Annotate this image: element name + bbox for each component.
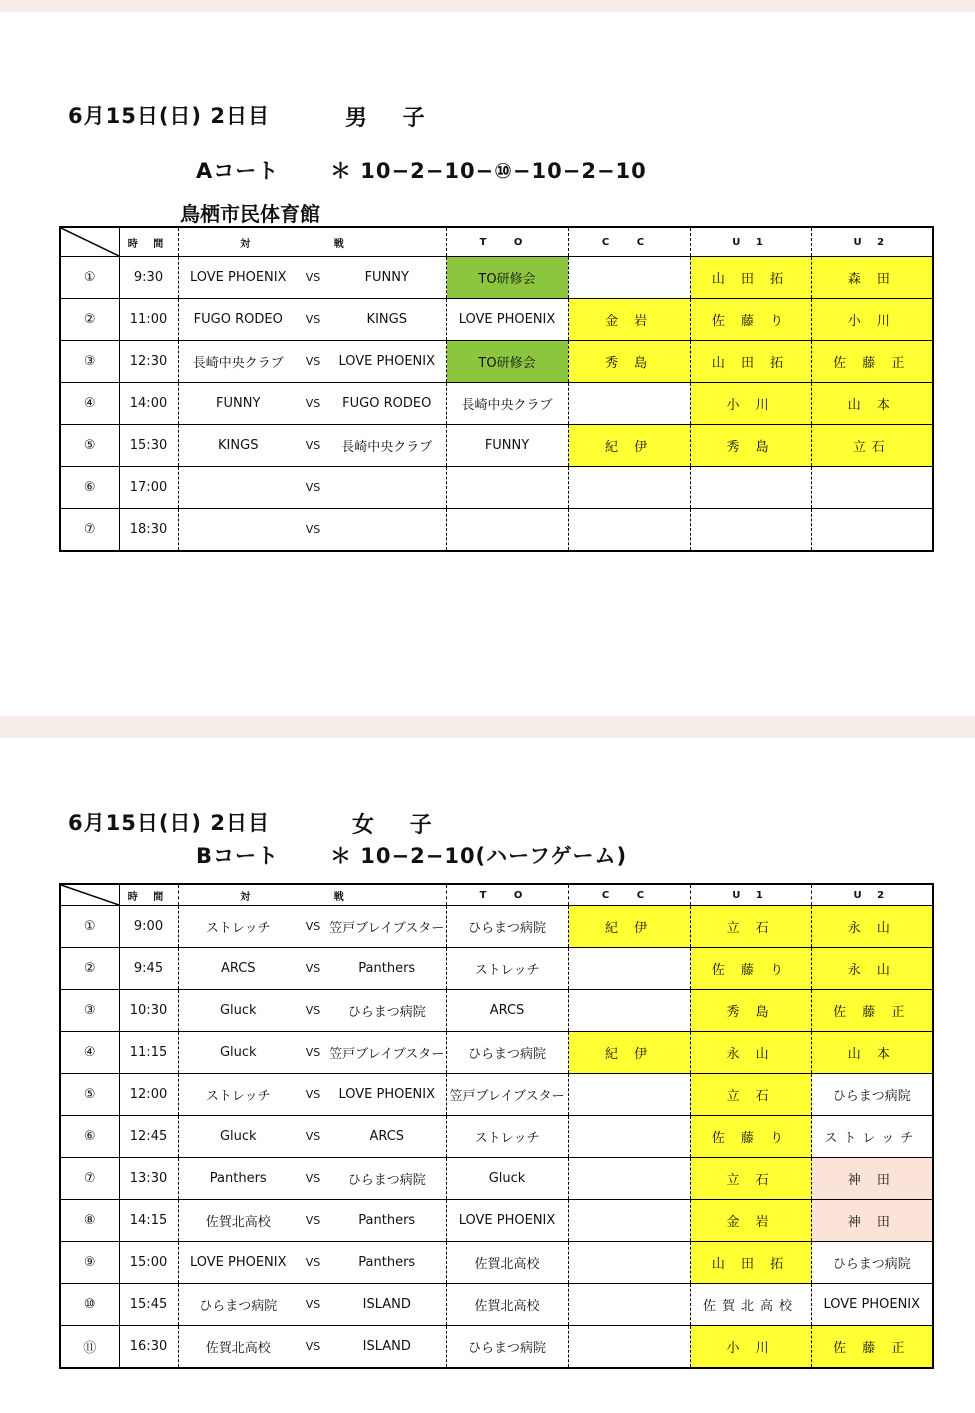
match-time: 15:30 — [119, 425, 178, 467]
vs-label: VS — [298, 1032, 328, 1074]
umpire-2: 神 田 — [811, 1200, 933, 1242]
away-team: ISLAND — [328, 1326, 446, 1368]
match-number: ⑦ — [60, 1158, 119, 1200]
umpire-1: 佐 藤 り — [690, 948, 811, 990]
crew-chief — [568, 257, 690, 299]
umpire-2: 佐 藤 正 — [811, 990, 933, 1032]
match-number: ⑧ — [60, 1200, 119, 1242]
section1-court: Aコート — [196, 159, 280, 183]
match-time: 16:30 — [119, 1326, 178, 1368]
umpire-2 — [811, 467, 933, 509]
table-row — [60, 341, 933, 383]
umpire-2 — [811, 509, 933, 551]
away-team: FUNNY — [328, 257, 446, 299]
away-team: Panthers — [328, 1200, 446, 1242]
crew-chief — [568, 948, 690, 990]
table-row — [60, 467, 933, 509]
table-row — [60, 257, 933, 299]
table-official: ARCS — [446, 990, 568, 1032]
away-team: 笠戸ブレイブスター — [328, 1032, 446, 1074]
away-team: FUGO RODEO — [328, 383, 446, 425]
schedule-table-girls — [59, 883, 934, 1369]
table-row — [60, 1116, 933, 1158]
table-official: TO研修会 — [446, 341, 568, 383]
match-time: 12:00 — [119, 1074, 178, 1116]
table-official: Gluck — [446, 1158, 568, 1200]
vs-label: VS — [298, 1242, 328, 1284]
umpire-1: 山 田 拓 — [690, 257, 811, 299]
home-team: FUNNY — [178, 383, 298, 425]
match-number: ⑤ — [60, 425, 119, 467]
home-team: Panthers — [178, 1158, 298, 1200]
vs-label: VS — [298, 299, 328, 341]
table-official: FUNNY — [446, 425, 568, 467]
header-match: 対 戦 — [178, 227, 446, 257]
header-match: 対 戦 — [178, 884, 446, 906]
umpire-2: 山 本 — [811, 383, 933, 425]
crew-chief — [568, 383, 690, 425]
umpire-1: 金 岩 — [690, 1200, 811, 1242]
table-official: LOVE PHOENIX — [446, 1200, 568, 1242]
home-team: ひらまつ病院 — [178, 1284, 298, 1326]
vs-label: VS — [298, 341, 328, 383]
home-team: ストレッチ — [178, 906, 298, 948]
corner-cell — [60, 884, 119, 906]
header-cc: C C — [568, 884, 690, 906]
vs-label: VS — [298, 1200, 328, 1242]
table-official: ひらまつ病院 — [446, 1032, 568, 1074]
header-u2: U 2 — [811, 227, 933, 257]
table-official: ストレッチ — [446, 948, 568, 990]
section2-date: 6月15日(日) 2日目 — [68, 811, 270, 835]
section1-gender: 男 子 — [345, 106, 439, 131]
match-number: ⑪ — [60, 1326, 119, 1368]
match-time: 15:00 — [119, 1242, 178, 1284]
vs-label: VS — [298, 1326, 328, 1368]
umpire-2: 佐 藤 正 — [811, 1326, 933, 1368]
home-team: Gluck — [178, 1032, 298, 1074]
header-u2: U 2 — [811, 884, 933, 906]
away-team — [328, 509, 446, 551]
home-team — [178, 509, 298, 551]
table-official — [446, 509, 568, 551]
header-time: 時 間 — [119, 884, 178, 906]
crew-chief — [568, 1200, 690, 1242]
home-team: 佐賀北高校 — [178, 1200, 298, 1242]
crew-chief — [568, 1074, 690, 1116]
match-time: 11:15 — [119, 1032, 178, 1074]
umpire-2: 立石 — [811, 425, 933, 467]
vs-label: VS — [298, 257, 328, 299]
match-time: 12:30 — [119, 341, 178, 383]
match-number: ① — [60, 257, 119, 299]
crew-chief — [568, 509, 690, 551]
vs-label: VS — [298, 1116, 328, 1158]
table-row — [60, 1242, 933, 1284]
match-time: 14:00 — [119, 383, 178, 425]
away-team: LOVE PHOENIX — [328, 341, 446, 383]
section2-format: ＊ 10−2−10(ハーフゲーム) — [330, 844, 628, 868]
crew-chief — [568, 1158, 690, 1200]
umpire-2: 神 田 — [811, 1158, 933, 1200]
match-number: ③ — [60, 990, 119, 1032]
section1-date: 6月15日(日) 2日目 — [68, 104, 270, 128]
umpire-2: 永 山 — [811, 948, 933, 990]
match-number: ⑦ — [60, 509, 119, 551]
crew-chief — [568, 1284, 690, 1326]
home-team: ストレッチ — [178, 1074, 298, 1116]
corner-cell — [60, 227, 119, 257]
umpire-1: 永 山 — [690, 1032, 811, 1074]
away-team: 笠戸ブレイブスター — [328, 906, 446, 948]
home-team: FUGO RODEO — [178, 299, 298, 341]
match-number: ② — [60, 299, 119, 341]
match-number: ③ — [60, 341, 119, 383]
table-row — [60, 383, 933, 425]
umpire-1: 立 石 — [690, 1158, 811, 1200]
umpire-2: ストレッチ — [811, 1116, 933, 1158]
match-time: 18:30 — [119, 509, 178, 551]
umpire-1: 立 石 — [690, 906, 811, 948]
table-row — [60, 1200, 933, 1242]
header-u1: U 1 — [690, 227, 811, 257]
table-official: ひらまつ病院 — [446, 1326, 568, 1368]
vs-label: VS — [298, 1074, 328, 1116]
crew-chief: 金 岩 — [568, 299, 690, 341]
match-number: ⑤ — [60, 1074, 119, 1116]
section2-gender: 女 子 — [352, 813, 446, 838]
crew-chief — [568, 467, 690, 509]
table-official: 笠戸ブレイブスター — [446, 1074, 568, 1116]
umpire-1: 佐賀北高校 — [690, 1284, 811, 1326]
match-number: ② — [60, 948, 119, 990]
match-number: ④ — [60, 1032, 119, 1074]
umpire-1: 小 川 — [690, 383, 811, 425]
umpire-1: 立 石 — [690, 1074, 811, 1116]
table-row — [60, 1074, 933, 1116]
vs-label: VS — [298, 467, 328, 509]
away-team: ひらまつ病院 — [328, 990, 446, 1032]
match-number: ⑨ — [60, 1242, 119, 1284]
crew-chief: 秀 島 — [568, 341, 690, 383]
header-to: T O — [446, 884, 568, 906]
match-time: 17:00 — [119, 467, 178, 509]
away-team: ISLAND — [328, 1284, 446, 1326]
section1-venue: 鳥栖市民体育館 — [180, 202, 320, 226]
table-row — [60, 1284, 933, 1326]
vs-label: VS — [298, 425, 328, 467]
match-time: 12:45 — [119, 1116, 178, 1158]
section1-format: ＊ 10−2−10−⑩−10−2−10 — [330, 159, 647, 183]
umpire-1: 山 田 拓 — [690, 341, 811, 383]
umpire-2: 永 山 — [811, 906, 933, 948]
home-team: Gluck — [178, 1116, 298, 1158]
section2-court: Bコート — [196, 844, 280, 868]
umpire-2: 小 川 — [811, 299, 933, 341]
match-time: 11:00 — [119, 299, 178, 341]
match-number: ⑩ — [60, 1284, 119, 1326]
home-team: Gluck — [178, 990, 298, 1032]
crew-chief — [568, 1326, 690, 1368]
table-official: LOVE PHOENIX — [446, 299, 568, 341]
match-number: ⑥ — [60, 1116, 119, 1158]
table-row — [60, 948, 933, 990]
schedule-table-boys — [59, 226, 934, 552]
umpire-1 — [690, 467, 811, 509]
header-cc: C C — [568, 227, 690, 257]
table-row — [60, 509, 933, 551]
vs-label: VS — [298, 509, 328, 551]
away-team: Panthers — [328, 1242, 446, 1284]
umpire-1: 山 田 拓 — [690, 1242, 811, 1284]
match-time: 15:45 — [119, 1284, 178, 1326]
umpire-2: ひらまつ病院 — [811, 1074, 933, 1116]
umpire-1: 佐 藤 り — [690, 1116, 811, 1158]
umpire-1: 佐 藤 り — [690, 299, 811, 341]
match-number: ④ — [60, 383, 119, 425]
umpire-2: ひらまつ病院 — [811, 1242, 933, 1284]
crew-chief: 紀 伊 — [568, 425, 690, 467]
away-team: KINGS — [328, 299, 446, 341]
table-official — [446, 467, 568, 509]
match-number: ① — [60, 906, 119, 948]
table-official: 長崎中央クラブ — [446, 383, 568, 425]
away-team — [328, 467, 446, 509]
away-team: ひらまつ病院 — [328, 1158, 446, 1200]
vs-label: VS — [298, 1284, 328, 1326]
match-time: 9:30 — [119, 257, 178, 299]
home-team: ARCS — [178, 948, 298, 990]
vs-label: VS — [298, 906, 328, 948]
umpire-2: 山 本 — [811, 1032, 933, 1074]
table-row — [60, 1158, 933, 1200]
table-row — [60, 906, 933, 948]
home-team: 佐賀北高校 — [178, 1326, 298, 1368]
crew-chief — [568, 1116, 690, 1158]
match-number: ⑥ — [60, 467, 119, 509]
vs-label: VS — [298, 1158, 328, 1200]
umpire-2: 森 田 — [811, 257, 933, 299]
table-official: 佐賀北高校 — [446, 1284, 568, 1326]
header-u1: U 1 — [690, 884, 811, 906]
table-official: ストレッチ — [446, 1116, 568, 1158]
vs-label: VS — [298, 948, 328, 990]
umpire-1: 小 川 — [690, 1326, 811, 1368]
header-row — [60, 884, 933, 906]
away-team: Panthers — [328, 948, 446, 990]
table-row — [60, 1032, 933, 1074]
match-time: 10:30 — [119, 990, 178, 1032]
table-official: TO研修会 — [446, 257, 568, 299]
top-page-gap — [0, 0, 975, 12]
home-team: LOVE PHOENIX — [178, 257, 298, 299]
away-team: LOVE PHOENIX — [328, 1074, 446, 1116]
umpire-1: 秀 島 — [690, 425, 811, 467]
crew-chief — [568, 1242, 690, 1284]
header-to: T O — [446, 227, 568, 257]
umpire-2: 佐 藤 正 — [811, 341, 933, 383]
table-row — [60, 299, 933, 341]
umpire-1 — [690, 509, 811, 551]
home-team: 長崎中央クラブ — [178, 341, 298, 383]
table-official: 佐賀北高校 — [446, 1242, 568, 1284]
page-separator — [0, 716, 975, 738]
match-time: 14:15 — [119, 1200, 178, 1242]
table-row — [60, 1326, 933, 1368]
home-team: LOVE PHOENIX — [178, 1242, 298, 1284]
crew-chief — [568, 990, 690, 1032]
header-row — [60, 227, 933, 257]
away-team: 長崎中央クラブ — [328, 425, 446, 467]
match-time: 9:45 — [119, 948, 178, 990]
umpire-2: LOVE PHOENIX — [811, 1284, 933, 1326]
umpire-1: 秀 島 — [690, 990, 811, 1032]
table-row — [60, 990, 933, 1032]
table-official: ひらまつ病院 — [446, 906, 568, 948]
crew-chief: 紀 伊 — [568, 906, 690, 948]
match-time: 9:00 — [119, 906, 178, 948]
match-time: 13:30 — [119, 1158, 178, 1200]
crew-chief: 紀 伊 — [568, 1032, 690, 1074]
vs-label: VS — [298, 990, 328, 1032]
vs-label: VS — [298, 383, 328, 425]
home-team: KINGS — [178, 425, 298, 467]
header-time: 時 間 — [119, 227, 178, 257]
table-row — [60, 425, 933, 467]
away-team: ARCS — [328, 1116, 446, 1158]
home-team — [178, 467, 298, 509]
